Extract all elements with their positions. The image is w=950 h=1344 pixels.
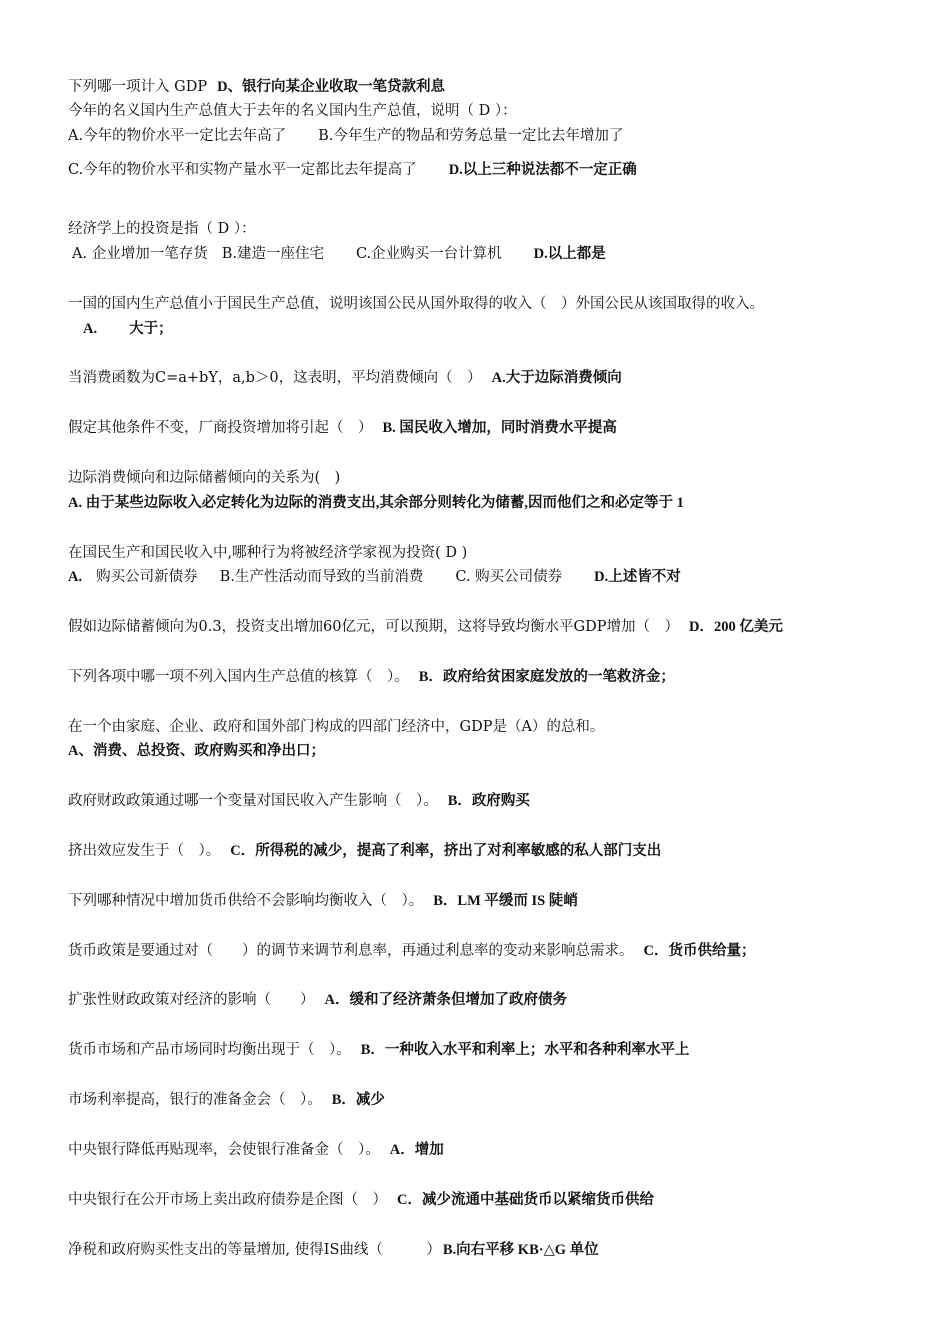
option-b: B.生产性活动而导致的当前消费 — [219, 569, 424, 585]
question-line — [68, 842, 661, 860]
answer-text: 大于； — [129, 321, 173, 337]
question-text: 今年的名义国内生产总值大于去年的名义国内生产总值，说明（ D ）： — [68, 103, 517, 119]
question-text: 假如边际储蓄倾向为0.3，投资支出增加60亿元，可以预期，这将导致均衡水平GDP增加（ ） — [68, 619, 679, 635]
question-line — [68, 469, 340, 487]
answer-text: B．政府给贫困家庭发放的一笔救济金； — [418, 669, 675, 685]
answer-text: B．减少 — [331, 1092, 385, 1108]
option-a-label: A. — [68, 569, 83, 585]
option-c: C.今年的物价水平和实物产量水平一定都比去年提高了 — [68, 162, 417, 178]
option-a: 购买公司新债券 — [96, 569, 198, 585]
question-line — [68, 792, 530, 810]
answer-line — [68, 742, 325, 760]
option-d-answer: D.上述皆不对 — [594, 569, 681, 585]
answer-text: B．一种收入水平和利率上；水平和各种利率水平上 — [360, 1042, 690, 1058]
option-b: B.今年生产的物品和劳务总量一定比去年增加了 — [318, 128, 624, 144]
answer-text: D．200 亿美元 — [688, 619, 783, 635]
question-text: 经济学上的投资是指（ D ）： — [68, 221, 256, 237]
question-text: 下列各项中哪一项不列入国内生产总值的核算（ ）。 — [68, 669, 409, 685]
answer-text: C．货币供给量； — [643, 943, 756, 959]
question-line — [68, 544, 467, 562]
question-text: 政府财政政策通过哪一个变量对国民收入产生影响（ ）。 — [68, 793, 438, 809]
question-text: 一国的国内生产总值小于国民生产总值，说明该国公民从国外取得的收入（ ）外国公民从该国取得的收入。 — [68, 296, 764, 312]
question-line — [68, 295, 764, 313]
question-line — [68, 220, 256, 238]
question-line — [68, 78, 445, 96]
question-line — [68, 668, 675, 686]
answer-text: D、银行向某企业收取一笔贷款利息 — [217, 79, 446, 95]
option-b: B.建造一座住宅 — [221, 246, 324, 262]
question-text: 净税和政府购买性支出的等量增加, 使得IS曲线（ ） — [68, 1242, 441, 1258]
question-line — [68, 419, 617, 437]
answer-text: B．政府购买 — [447, 793, 530, 809]
question-line — [68, 618, 783, 636]
options-line — [72, 245, 606, 263]
answer-text: B．LM 平缓而 IS 陡峭 — [433, 893, 578, 909]
question-text: 扩张性财政政策对经济的影响（ ） — [68, 992, 315, 1008]
option-d-answer: D.以上都是 — [533, 246, 606, 262]
question-text: 在国民生产和国民收入中,哪种行为将被经济学家视为投资( D ) — [68, 545, 468, 561]
question-line — [68, 369, 622, 387]
answer-text: C．减少流通中基础货币以紧缩货币供给 — [397, 1192, 654, 1208]
answer-text: B.向右平移 KB·△G 单位 — [442, 1242, 599, 1258]
option-a: A.今年的物价水平一定比去年高了 — [68, 128, 287, 144]
question-text: 当消费函数为C=a+bY，a,b＞0，这表明，平均消费倾向（ ） — [68, 370, 482, 386]
question-text: 假定其他条件不变，厂商投资增加将引起（ ） — [68, 420, 373, 436]
answer-label: A. — [83, 321, 98, 337]
option-c: C.企业购买一台计算机 — [355, 246, 502, 262]
question-text: 中央银行在公开市场上卖出政府债券是企图（ ） — [68, 1192, 387, 1208]
question-text: 货币市场和产品市场同时均衡出现于（ ）。 — [68, 1042, 351, 1058]
question-line — [68, 991, 567, 1009]
options-line — [68, 568, 681, 586]
answer-text: A.大于边际消费倾向 — [491, 370, 622, 386]
question-text: 市场利率提高，银行的准备金会（ ）。 — [68, 1092, 322, 1108]
question-line — [68, 1041, 689, 1059]
question-line — [68, 942, 755, 960]
question-line — [68, 102, 517, 120]
question-line — [68, 1141, 444, 1159]
question-line — [68, 1191, 654, 1209]
answer-text: B. 国民收入增加，同时消费水平提高 — [382, 420, 617, 436]
question-line — [68, 718, 604, 736]
question-text: 边际消费倾向和边际储蓄倾向的关系为( ) — [68, 470, 341, 486]
answer-text: A、消费、总投资、政府购买和净出口； — [68, 743, 325, 759]
answer-text: A. 由于某些边际收入必定转化为边际的消费支出,其余部分则转化为储蓄,因而他们之和必定等于 1 — [68, 495, 684, 511]
question-text: 下列哪一项计入 GDP — [68, 79, 208, 95]
answer-text: A．增加 — [389, 1142, 444, 1158]
question-line — [68, 1091, 385, 1109]
answer-text: A．缓和了经济萧条但增加了政府债务 — [324, 992, 567, 1008]
question-text: 货币政策是要通过对（ ）的调节来调节利息率，再通过利息率的变动来影响总需求。 — [68, 943, 634, 959]
question-text: 中央银行降低再贴现率，会使银行准备金（ ）。 — [68, 1142, 380, 1158]
option-c: C. 购买公司债券 — [455, 569, 563, 585]
answer-line — [83, 320, 173, 338]
option-d-answer: D.以上三种说法都不一定正确 — [448, 162, 637, 178]
options-line — [68, 127, 623, 145]
answer-text: C．所得税的减少，提高了利率，挤出了对利率敏感的私人部门支出 — [230, 843, 662, 859]
option-a: A. 企业增加一笔存货 — [72, 246, 208, 262]
answer-line — [68, 494, 684, 512]
question-text: 下列哪种情况中增加货币供给不会影响均衡收入（ ）。 — [68, 893, 424, 909]
question-line — [68, 892, 578, 910]
options-line — [68, 161, 637, 179]
question-text: 挤出效应发生于（ ）。 — [68, 843, 221, 859]
question-text: 在一个由家庭、企业、政府和国外部门构成的四部门经济中，GDP是（A）的总和。 — [68, 719, 605, 735]
question-line — [68, 1241, 599, 1259]
